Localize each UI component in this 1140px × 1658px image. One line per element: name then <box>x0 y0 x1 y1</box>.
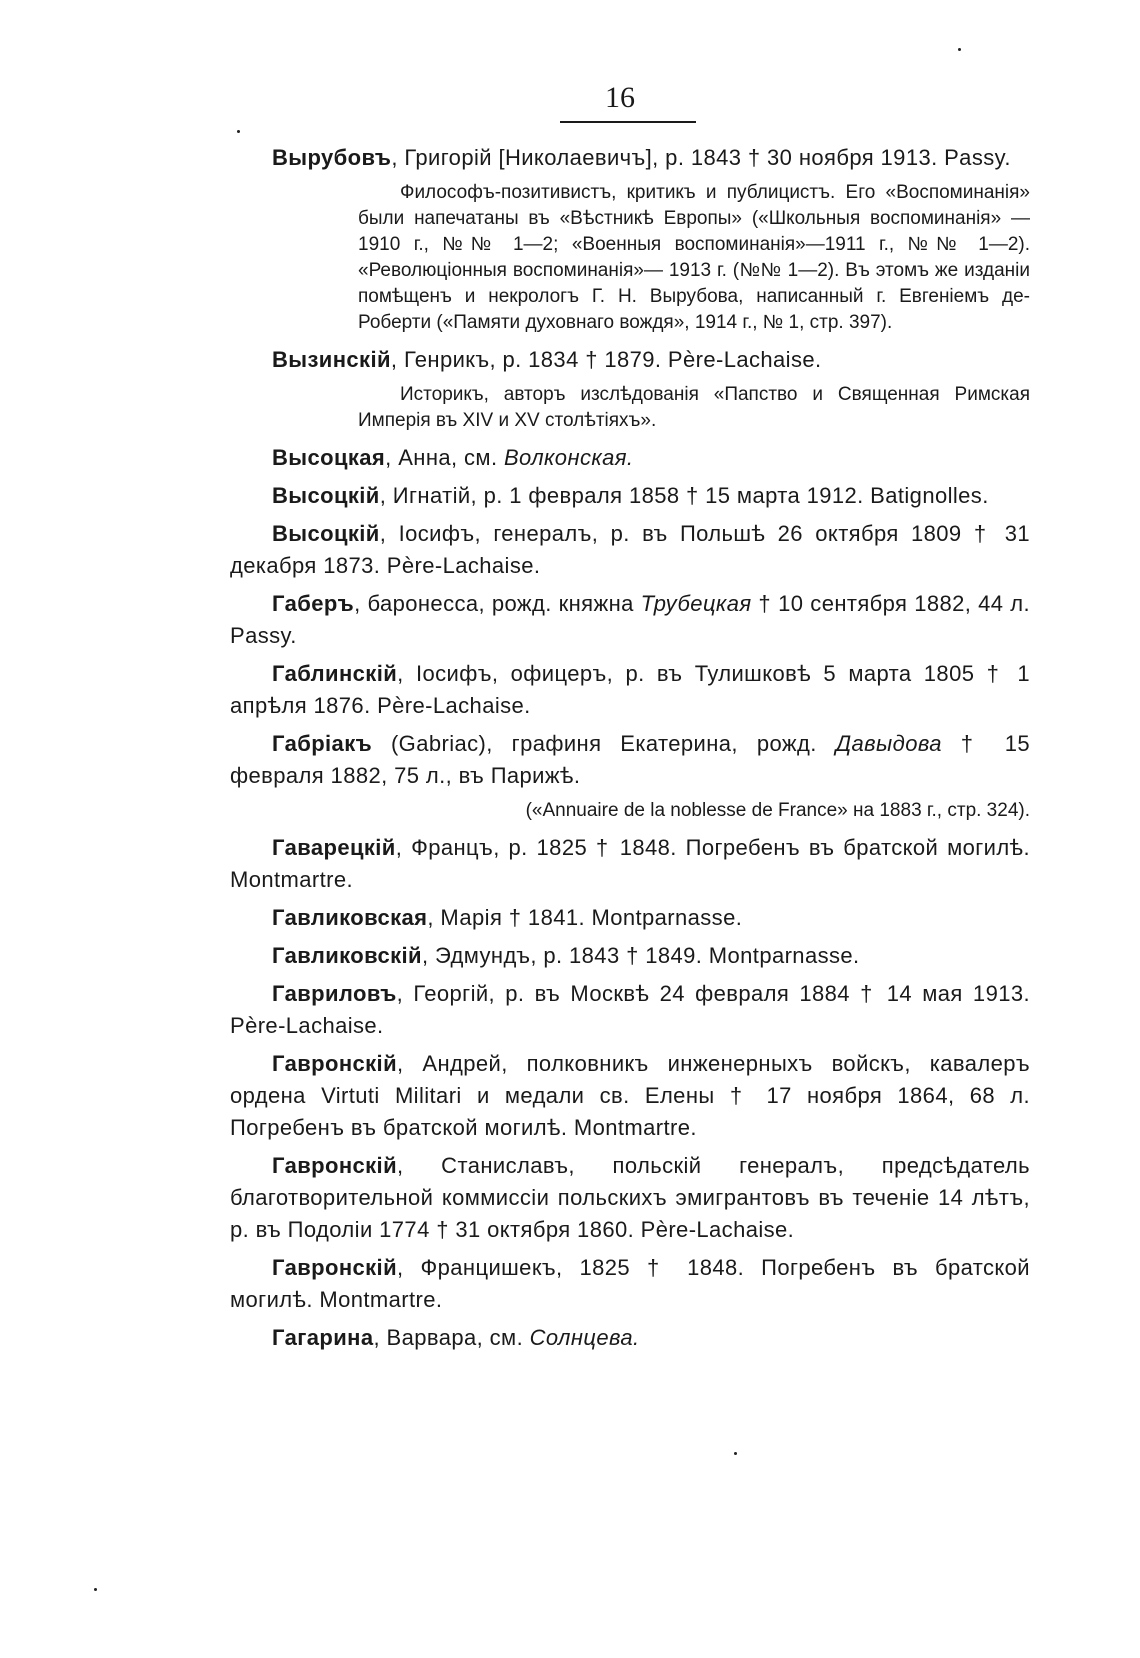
entry-name: Высоцкій <box>272 521 380 546</box>
entry-name: Гавронскій <box>272 1051 397 1076</box>
entry <box>230 728 1030 824</box>
entry <box>230 1048 1030 1144</box>
entry-text: , Францишекъ, 1825 † 1848. Погребенъ въ братской могилѣ. Montmartre. <box>230 1255 1030 1312</box>
entry-name: Высоцкая <box>272 445 386 470</box>
entry-maiden-name: Давыдова <box>835 731 942 756</box>
entry-text: , Францъ, р. 1825 † 1848. Погребенъ въ братской могилѣ. Montmartre. <box>230 835 1030 892</box>
entry-note: Историкъ, авторъ изслѣдованія «Папство и Священная Римская Имперія въ XIV и XV столѣтіяхъ». <box>358 384 1030 431</box>
entry-name: Габріакъ <box>272 731 373 756</box>
entry-text: (Gabriac), графиня Екатерина, рожд. <box>372 731 836 756</box>
entry <box>230 658 1030 722</box>
entry <box>230 1150 1030 1246</box>
entry-name: Габлинскій <box>272 661 398 686</box>
entry-maiden-name: Трубецкая <box>640 591 752 616</box>
entry-text: , Игнатій, р. 1 февраля 1858 † 15 марта 1912. Batignolles. <box>379 483 989 508</box>
entry-name: Вырубовъ <box>272 145 392 170</box>
entry <box>230 902 1030 934</box>
entry-text: , Эдмундъ, р. 1843 † 1849. Montparnasse. <box>421 943 860 968</box>
entry-name: Гавриловъ <box>272 981 397 1006</box>
entry-name: Высоцкій <box>272 483 380 508</box>
entries-column <box>230 142 1030 1360</box>
entry <box>230 442 1030 474</box>
entry <box>230 1252 1030 1316</box>
entry-text: , Марія † 1841. Montparnasse. <box>427 905 743 930</box>
entry-text: , Георгій, р. въ Москвѣ 24 февраля 1884 † 14 мая 1913. Père-Lachaise. <box>230 981 1030 1038</box>
entry-text: , Андрей, полковникъ инженерныхъ войскъ, кавалеръ ордена Virtuti Militari и медали св. Елены † 17 ноября 1864, 68 л. Погребенъ въ братской могилѣ. Montmartre. <box>230 1051 1030 1140</box>
scan-speck <box>237 130 240 133</box>
scan-speck <box>94 1588 97 1591</box>
entry-name: Гавликовскій <box>272 943 422 968</box>
entry-text-continued: † 10 сентября 1882, 44 л. Passy. <box>230 591 1030 648</box>
entry-text: , Іосифъ, офицеръ, р. въ Тулишковѣ 5 марта 1805 † 1 апрѣля 1876. Père-Lachaise. <box>230 661 1030 718</box>
entry-note: Философъ-позитивистъ, критикъ и публицистъ. Его «Воспоминанія» были напечатаны въ «Вѣстникѣ Европы» («Школьныя воспоминанія» — 1910 г., №№ 1—2; «Военныя воспоминанія»—1911 г., №№ 1—2). «Революціонныя воспоминанія»— 1913 г. (№№ 1—2). Въ этомъ же изданіи помѣщенъ и некрологъ Г. Н. Вырубова, написанный г. Евгеніемъ де-Роберти («Памяти духовнаго вождя», 1914 г., № 1, стр. 397). <box>358 182 1030 333</box>
page-number-rule <box>560 121 696 123</box>
entry-text: , Анна, см. <box>385 445 504 470</box>
entry-text: , баронесса, рожд. княжна <box>354 591 641 616</box>
scan-speck <box>958 48 961 51</box>
entry <box>230 480 1030 512</box>
entry-see-reference: Солнцева. <box>529 1325 640 1350</box>
entry-text: , Генрикъ, р. 1834 † 1879. Père-Lachaise. <box>390 347 822 372</box>
entry <box>230 142 1030 336</box>
entry-name: Гавликовская <box>272 905 428 930</box>
entry-text: , Станиславъ, польскій генералъ, предсѣдатель благотворительной коммиссіи польскихъ эмигрантовъ въ теченіе 14 лѣтъ, р. въ Подоліи 1774 † 31 октября 1860. Père-Lachaise. <box>230 1153 1030 1242</box>
entry <box>230 588 1030 652</box>
entry-name: Гаварецкій <box>272 835 396 860</box>
entry-text-continued: † 15 февраля 1882, 75 л., въ Парижѣ. <box>230 731 1030 788</box>
entry-name: Гагарина <box>272 1325 374 1350</box>
page-number: 16 <box>605 81 635 114</box>
entry-text: , Іосифъ, генералъ, р. въ Польшѣ 26 октября 1809 † 31 декабря 1873. Père-Lachaise. <box>230 521 1030 578</box>
entry-name: Габеръ <box>272 591 355 616</box>
entry-text: , Варвара, см. <box>373 1325 530 1350</box>
entry-name: Вызинскій <box>272 347 391 372</box>
entry <box>230 518 1030 582</box>
entry-source-note: («Annuaire de la noblesse de France» на 1883 г., стр. 324). <box>525 800 1030 821</box>
entry <box>230 344 1030 434</box>
entry-see-reference: Волконская. <box>503 445 634 470</box>
entry <box>230 832 1030 896</box>
scan-speck <box>734 1452 737 1455</box>
entry <box>230 978 1030 1042</box>
entry <box>230 1322 1030 1354</box>
entry-name: Гавронскій <box>272 1255 397 1280</box>
entry-text: , Григорій [Николаевичъ], р. 1843 † 30 ноября 1913. Passy. <box>391 145 1011 170</box>
entry <box>230 940 1030 972</box>
entry-name: Гавронскій <box>272 1153 397 1178</box>
